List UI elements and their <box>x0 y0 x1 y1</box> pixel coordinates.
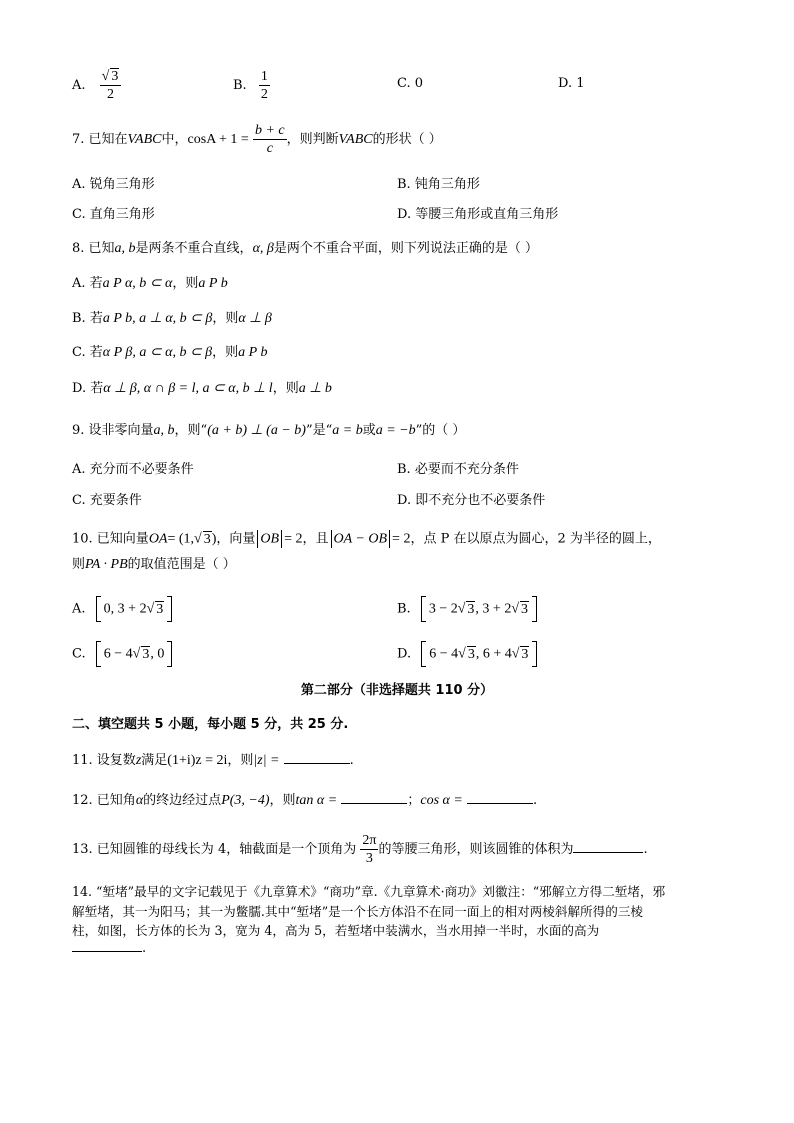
q6-option-a: A. $\frac{√ 3}{2}$ <box>72 68 121 103</box>
q9-option-b: B. 必要而不充分条件 <box>397 462 519 477</box>
q10-option-d: D. 6 − 4√ 3, 6 + 4√ 3 <box>397 641 537 667</box>
q11: 11. 设复数z满足(1+i)z = 2i，则|z| = . <box>72 753 354 768</box>
q8-option-d: D. 若α ⊥ β, α ∩ β = l, a ⊂ α, b ⊥ l，则a ⊥ b <box>72 381 332 396</box>
q6-a-fraction: $\frac{√ 3}{2}$ <box>100 68 122 103</box>
q14-answer-line: . <box>72 940 146 958</box>
q8-option-a: A. 若a P α, b ⊂ α，则a P b <box>72 276 228 291</box>
q13-fraction: $\frac{2\pi}{3}$ <box>362 833 377 866</box>
q6-option-b: B. $\frac{1}{2}$ <box>233 69 268 102</box>
q9-stem: 9. 设非零向量a, b，则“(a + b) ⊥ (a − b)”是“a = b或a = −b”的（ ） <box>72 423 466 438</box>
q10-stem-line2: 则PA · PB的取值范围是（ ） <box>72 557 236 572</box>
q7-option-d: D. 等腰三角形或直角三角形 <box>397 207 559 222</box>
q8-option-c: C. 若α P β, a ⊂ α, b ⊂ β，则a P b <box>72 345 268 360</box>
q13: 13. 已知圆锥的母线长为 4，轴截面是一个顶角为 $\frac{2\pi}{3}$ 的等腰三角形，则该圆锥的体积为 . <box>72 833 648 866</box>
q9-option-d: D. 即不充分也不必要条件 <box>397 493 546 508</box>
q6-option-d: D. 1 <box>558 76 585 91</box>
q6-b-fraction: $\frac{1}{2}$ <box>260 69 268 102</box>
q7-option-a: A. 锐角三角形 <box>72 177 155 192</box>
q13-answer-blank[interactable] <box>573 852 643 853</box>
q7-option-b: B. 钝角三角形 <box>397 177 480 192</box>
q9-option-c: C. 充要条件 <box>72 493 142 508</box>
q10-option-a: A. 0, 3 + 2√ 3 <box>72 596 172 622</box>
q7-fraction: $\frac{b + c}{c}$ <box>254 123 285 156</box>
q9-option-a: A. 充分而不必要条件 <box>72 462 194 477</box>
q12: 12. 已知角α的终边经过点P(3, −4)，则tan α = ；cos α = . <box>72 793 538 808</box>
q7-stem: 7. 已知在VABC中，cosA + 1 = $\frac{b + c}{c}$ ，则判断VABC的形状（ ） <box>72 123 442 156</box>
q14-answer-blank[interactable] <box>72 951 142 952</box>
q8-stem: 8. 已知a, b是两条不重合直线，α, β是两个不重合平面，则下列说法正确的是（ ） <box>72 241 539 256</box>
section-heading: 二、填空题共 5 小题，每小题 5 分，共 25 分. <box>72 717 349 732</box>
q12-tan-blank[interactable] <box>341 803 407 804</box>
q8-option-b: B. 若a P b, a ⊥ α, b ⊂ β，则α ⊥ β <box>72 311 272 326</box>
q14-line1: 14. “堑堵”最早的文字记载见于《九章算术》“商功”章.《九章算术·商功》刘徽注：“邪解立方得二堑堵，邪 <box>72 884 666 899</box>
q10-option-b: B. 3 − 2√ 3, 3 + 2√ 3 <box>397 596 537 622</box>
q6-option-c: C. 0 <box>397 76 424 91</box>
q11-answer-blank[interactable] <box>284 763 350 764</box>
q10-stem-line1: 10. 已知向量OA= (1,√ 3)，向量 OB = 2，且 OA − OB = 2，点 P 在以原点为圆心，2 为半径的圆上， <box>72 531 661 547</box>
q14-line2: 解堑堵，其一为阳马；其一为鳖臑.其中“堑堵”是一个长方体沿不在同一面上的相对两棱斜解所得的三棱 <box>72 904 644 919</box>
q10-option-c: C. 6 − 4√ 3, 0 <box>72 641 172 667</box>
q7-option-c: C. 直角三角形 <box>72 207 155 222</box>
q14-line3: 柱，如图，长方体的长为 3，宽为 4，高为 5，若堑堵中装满水，当水用掉一半时，水面的高为 <box>72 923 600 938</box>
q12-cos-blank[interactable] <box>467 803 533 804</box>
part2-heading: 第二部分（非选择题共 110 分） <box>300 683 494 698</box>
